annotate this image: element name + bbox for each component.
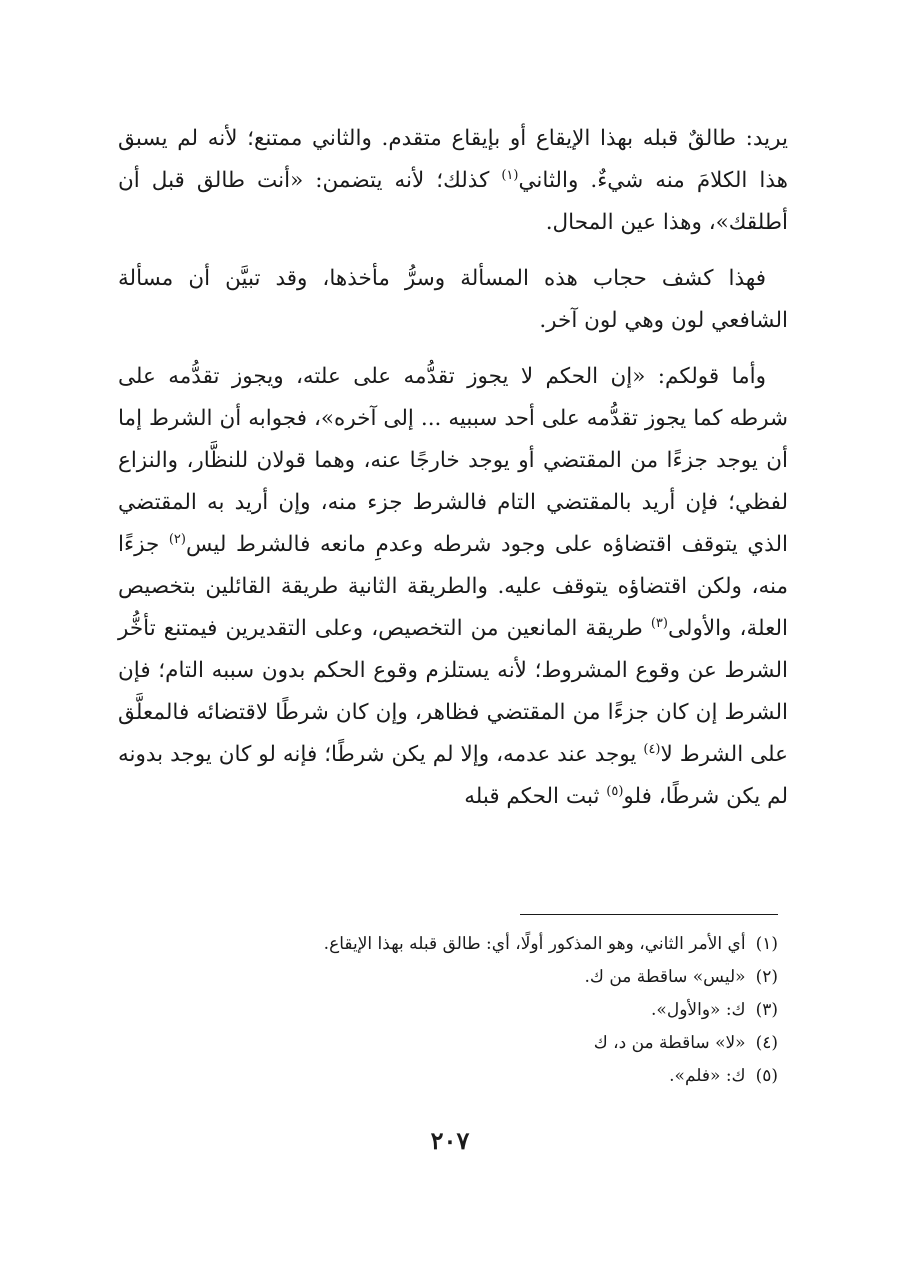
footnote-text: «ليس» ساقطة من ك. [584,967,746,987]
text-segment: يريد: طالقٌ قبله بهذا الإيقاع أو بإيقاع متقدم. والثاني ممتنع؛ لأنه لم يسبق هذا الكلامَ منه شيءٌ. والثاني [118,126,788,193]
footnote-ref-3[interactable]: (٣) [650,615,668,631]
footnote-ref-5[interactable]: (٥) [606,783,624,799]
text-segment: ثبت الحكم قبله [464,784,607,809]
footnote-5 [118,1060,778,1093]
footnote-text: ك: «فلم». [669,1066,746,1086]
main-text-block [118,118,788,832]
paragraph-1 [118,118,788,244]
text-segment: طريقة المانعين من التخصيص، وعلى التقديرين فيمتنع تأخُّر الشرط عن وقوع المشروط؛ لأنه يستلزم وقوع الحكم بدون سببه التام؛ فإن الشرط إن كان جزءًا من المقتضي فظاهر، وإن كان شرطًا لاقتضائه فالمعلَّق على الشرط لا [118,616,788,767]
page-number: ٢٠٧ [430,1126,470,1155]
footnote-number: (٢) [755,967,778,987]
text-segment: جزءًا منه، ولكن اقتضاؤه يتوقف عليه. والطريقة الثانية طريقة القائلين بتخصيص العلة، والأولى [118,532,788,641]
footnote-number: (٤) [755,1033,778,1053]
footnote-4 [118,1027,778,1060]
footnote-1 [118,928,778,961]
text-segment: فهذا كشف حجاب هذه المسألة وسرُّ مأخذها، وقد تبيَّن أن مسألة الشافعي لون وهي لون آخر. [118,266,788,333]
footnote-text: أي الأمر الثاني، وهو المذكور أولًا، أي: طالق قبله بهذا الإيقاع. [323,934,746,954]
footnote-separator [520,914,778,915]
footnotes-list [118,928,778,1093]
text-segment: كذلك؛ لأنه يتضمن: «أنت طالق قبل أن أطلقك»، وهذا عين المحال. [118,168,788,235]
footnote-number: (١) [755,934,778,954]
footnote-number: (٥) [755,1066,778,1086]
footnote-3 [118,994,778,1027]
footnote-number: (٣) [755,1000,778,1020]
paragraph-3 [118,356,788,818]
paragraph-2 [118,258,788,342]
footnote-text: «لا» ساقطة من د، ك [593,1033,746,1053]
text-segment: وأما قولكم: «إن الحكم لا يجوز تقدُّمه على علته، ويجوز تقدُّمه على شرطه كما يجوز تقدُّمه على أحد سببيه ... إلى آخره»، فجوابه أن الشرط إما أن يوجد جزءًا من المقتضي أو يوجد خارجًا عنه، وهما قولان للنظَّار، والنزاع لفظي؛ فإن أريد بالمقتضي التام فالشرط جزء منه، وإن أريد به المقتضي الذي يتوقف اقتضاؤه على وجود شرطه وعدمِ مانعه فالشرط ليس [118,364,788,557]
text-segment: يوجد عند عدمه، وإلا لم يكن شرطًا؛ فإنه لو كان يوجد بدونه لم يكن شرطًا، فلو [118,742,788,809]
footnote-text: ك: «والأول». [651,1000,746,1020]
footnote-ref-4[interactable]: (٤) [643,741,661,757]
footnote-ref-2[interactable]: (٢) [168,531,186,547]
footnote-2 [118,961,778,994]
footnote-ref-1[interactable]: (١) [501,167,519,183]
